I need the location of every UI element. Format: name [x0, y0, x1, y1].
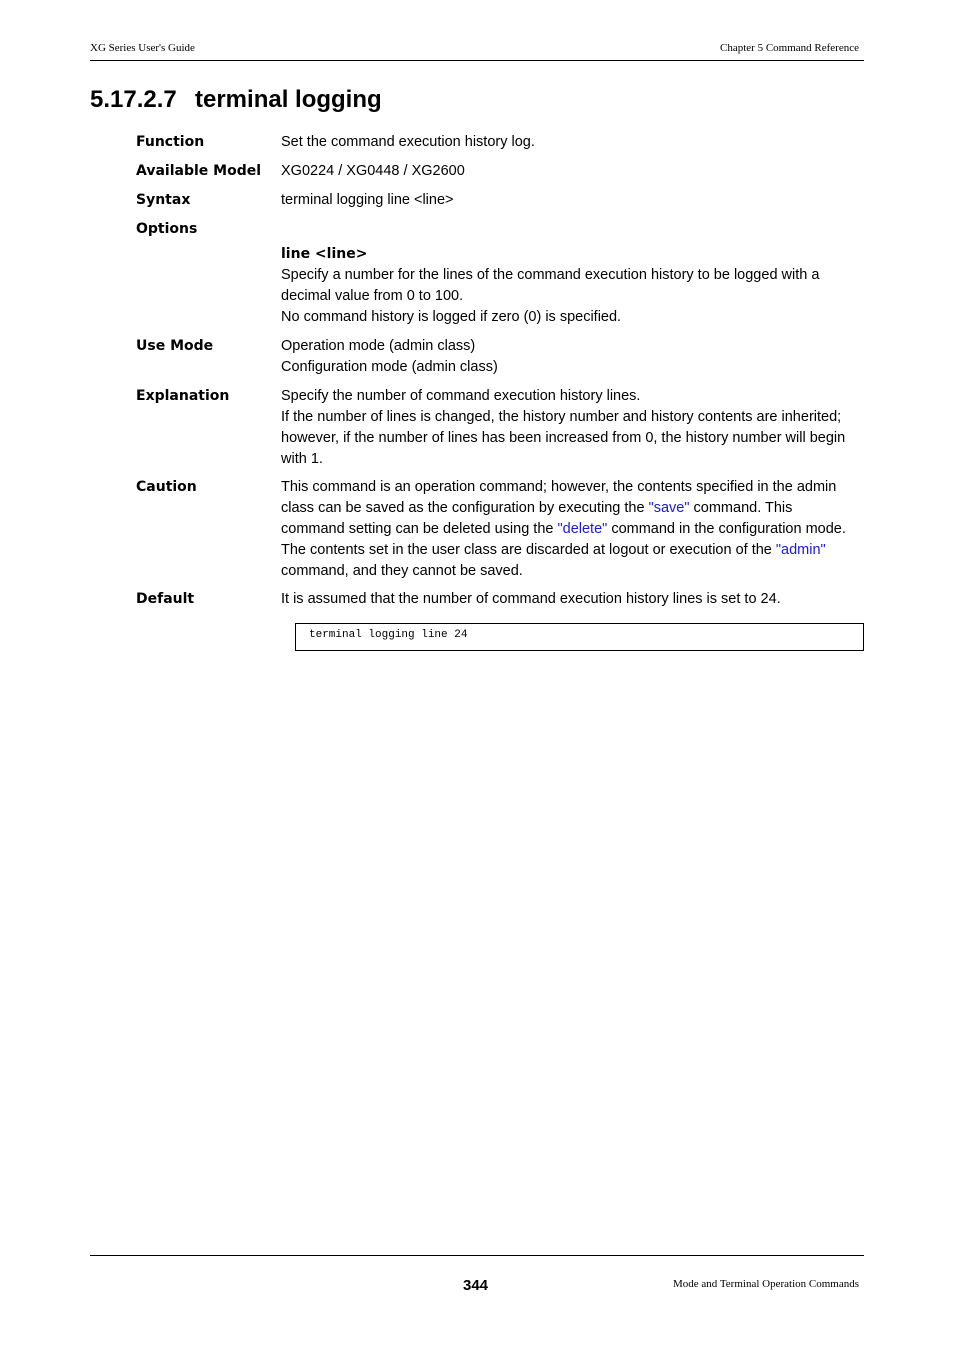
header-chapter-title: Chapter 5 Command Reference — [720, 42, 859, 54]
use-mode-label: Use Mode — [136, 338, 214, 354]
function-label: Function — [136, 134, 205, 150]
option-description-line: decimal value from 0 to 100. — [281, 288, 464, 304]
save-command-link[interactable]: "save" — [648, 500, 690, 516]
header-guide-title: XG Series User's Guide — [90, 42, 195, 54]
default-code-example — [295, 623, 864, 651]
caution-label: Caution — [136, 479, 197, 495]
function-value: Set the command execution history log. — [281, 134, 535, 150]
use-mode-line: Configuration mode (admin class) — [281, 359, 498, 375]
explanation-line: If the number of lines is changed, the history number and history contents are inherited; — [281, 409, 842, 425]
delete-command-link[interactable]: "delete" — [557, 521, 608, 537]
option-name: line <line> — [281, 246, 368, 262]
caution-line: The contents set in the user class are discarded at logout or execution of the "admin" — [281, 542, 826, 558]
explanation-line: however, if the number of lines has been increased from 0, the history number will begin — [281, 430, 846, 446]
caution-line: class can be saved as the configuration by executing the "save" command. This — [281, 500, 793, 516]
section-heading: terminal logging — [195, 86, 382, 113]
code-text: terminal logging line 24 — [309, 629, 468, 641]
options-label: Options — [136, 221, 198, 237]
option-description-line: Specify a number for the lines of the command execution history to be logged with a — [281, 267, 820, 283]
footer-section-title: Mode and Terminal Operation Commands — [673, 1278, 859, 1290]
explanation-label: Explanation — [136, 388, 230, 404]
caution-line: command setting can be deleted using the "delete" command in the configuration mode. — [281, 521, 846, 537]
syntax-value: terminal logging line <line> — [281, 192, 454, 208]
model-value: XG0224 / XG0448 / XG2600 — [281, 163, 465, 179]
option-description-line: No command history is logged if zero (0) is specified. — [281, 309, 622, 325]
header-divider — [90, 60, 864, 61]
admin-command-link[interactable]: "admin" — [775, 542, 826, 558]
section-title — [90, 86, 382, 114]
explanation-line: Specify the number of command execution history lines. — [281, 388, 641, 404]
model-label: Available Model — [136, 163, 262, 179]
explanation-line: with 1. — [281, 451, 323, 467]
page-number: 344 — [463, 1277, 489, 1294]
default-value: It is assumed that the number of command execution history lines is set to 24. — [281, 591, 781, 607]
use-mode-line: Operation mode (admin class) — [281, 338, 476, 354]
footer-divider — [90, 1255, 864, 1256]
default-label: Default — [136, 591, 195, 607]
caution-line: This command is an operation command; however, the contents specified in the admin — [281, 479, 837, 495]
syntax-label: Syntax — [136, 192, 191, 208]
section-number: 5.17.2.7 — [90, 86, 177, 113]
caution-line: command, and they cannot be saved. — [281, 563, 523, 579]
